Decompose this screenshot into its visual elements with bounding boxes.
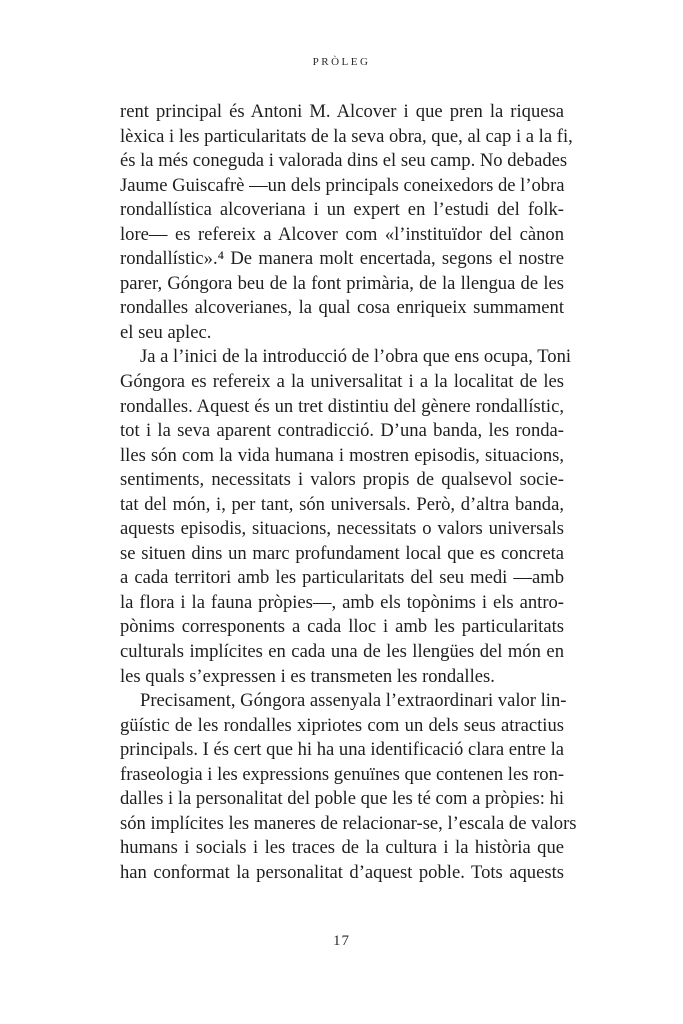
text-line: Góngora es refereix a la universalitat i a la localitat de les <box>120 371 564 393</box>
text-line: culturals implícites en cada una de les llengües del món en <box>120 641 564 663</box>
text-line: és la més coneguda i valorada dins el seu camp. No debades <box>120 150 568 172</box>
text-line: Ja a l’inici de la introducció de l’obra que ens ocupa, Toni <box>140 346 572 368</box>
text-line: tat del món, i, per tant, són universals. Però, d’altra banda, <box>120 493 564 515</box>
text-line: les quals s’expressen i es transmeten les rondalles. <box>120 665 495 687</box>
text-line: lles són com la vida humana i mostren episodis, situacions, <box>120 444 564 466</box>
text-line: parer, Góngora beu de la font primària, de la llengua de les <box>120 272 564 294</box>
text-line: han conformat la personalitat d’aquest poble. Tots aquests <box>120 861 564 883</box>
text-line: a cada territori amb les particularitats del seu medi —amb <box>120 567 564 589</box>
text-line: principals. I és cert que hi ha una identificació clara entre la <box>120 739 564 761</box>
running-head: PRÒLEG <box>312 56 371 68</box>
text-line: rent principal és Antoni M. Alcover i que pren la riquesa <box>120 101 564 122</box>
text-line: tot i la seva aparent contradicció. D’una banda, les ronda- <box>120 420 564 442</box>
text-line: dalles i la personalitat del poble que les té com a pròpies: hi <box>120 788 565 810</box>
text-line: Precisament, Góngora assenyala l’extraordinari valor lin- <box>140 690 567 712</box>
paragraph-2 <box>120 345 572 689</box>
text-line: rondalles alcoverianes, la qual cosa enriqueix summament <box>120 297 564 319</box>
text-line: lore— es refereix a Alcover com «l’instituïdor del cànon <box>120 223 564 245</box>
paragraph-1 <box>120 100 573 345</box>
text-line: humans i socials i les traces de la cultura i la història que <box>120 837 564 859</box>
text-line: fraseologia i les expressions genuïnes que contenen les ron- <box>120 763 565 785</box>
text-line: Jaume Guiscafrè —un dels principals coneixedors de l’obra <box>120 174 565 196</box>
text-line: sentiments, necessitats i valors propis de qualsevol socie- <box>120 469 564 491</box>
text-line: lèxica i les particularitats de la seva obra, que, al cap i a la fi, <box>120 125 573 147</box>
text-line: són implícites les maneres de relacionar-se, l’escala de valors <box>120 812 577 834</box>
text-line: la flora i la fauna pròpies—, amb els topònims i els antro- <box>120 591 564 613</box>
text-line: rondallístic».⁴ De manera molt encertada, segons el nostre <box>120 248 564 270</box>
page-number: 17 <box>333 933 350 949</box>
text-line: pònims corresponents a cada lloc i amb les particularitats <box>120 616 564 638</box>
text-line: aquests episodis, situacions, necessitats o valors universals <box>120 518 564 540</box>
body-text <box>120 100 577 886</box>
text-line: güístic de les rondalles xipriotes com un dels seus atractius <box>120 714 564 736</box>
paragraph-3 <box>120 689 577 885</box>
text-line: rondalles. Aquest és un tret distintiu del gènere rondallístic, <box>120 395 564 417</box>
text-line: se situen dins un marc profundament local que es concreta <box>120 542 564 564</box>
text-line: el seu aplec. <box>120 321 212 343</box>
text-line: rondallística alcoveriana i un expert en l’estudi del folk- <box>120 199 564 221</box>
